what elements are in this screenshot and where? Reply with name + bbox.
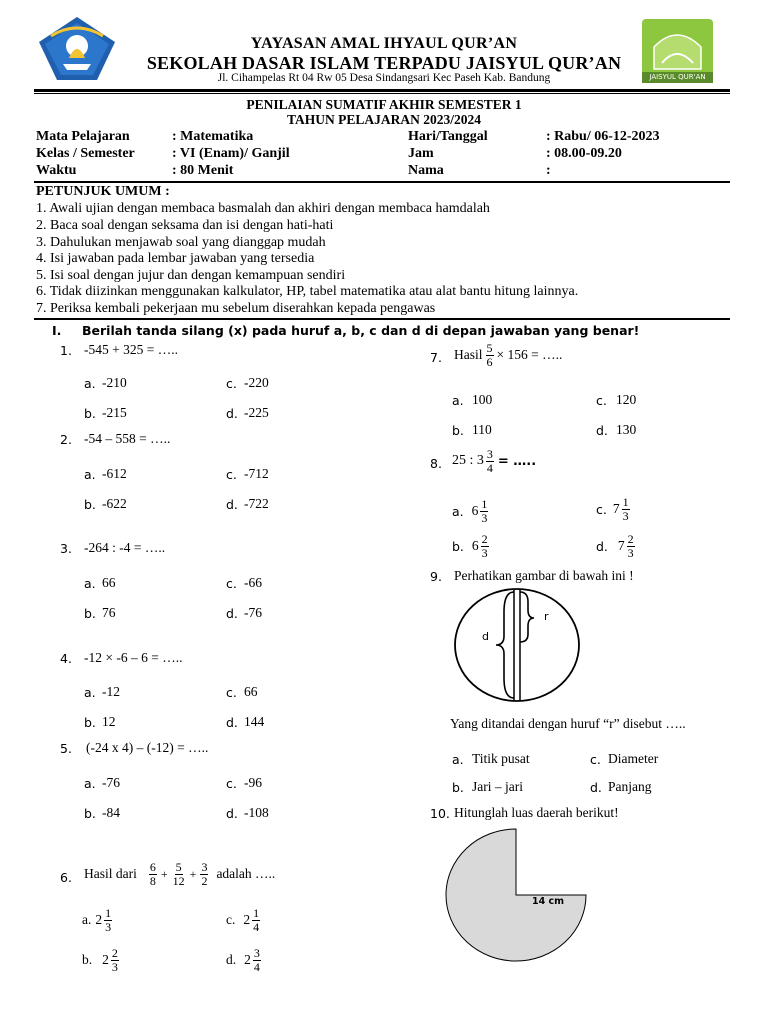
q4-text: -12 × -6 – 6 = ….. — [84, 650, 183, 665]
q6-option-c-numerator: 1 — [253, 905, 260, 920]
q6-option-b-whole: 2 — [102, 952, 109, 967]
q8-option-a[interactable] — [452, 495, 488, 527]
q1-option-b: -215 — [102, 405, 127, 420]
name-value: : — [546, 163, 551, 178]
q6-f3-denominator: 2 — [201, 873, 208, 888]
time-value: : 80 Menit — [172, 163, 234, 178]
section-instruction: Berilah tanda silang (x) pada huruf a, b, c dan d di depan jawaban yang benar! — [82, 323, 640, 338]
q6-option-d-numerator: 3 — [253, 945, 260, 960]
q5-text: (-24 x 4) – (-12) = ….. — [86, 740, 209, 755]
instructions-divider — [34, 318, 730, 320]
q7-numerator: 5 — [486, 340, 493, 355]
instruction-item: 1. Awali ujian dengan membaca basmalah dan akhiri dengan membaca hamdalah — [36, 201, 490, 216]
q7-expression — [454, 338, 562, 372]
q8-fraction — [486, 448, 494, 475]
q4-option-b: 12 — [102, 714, 116, 729]
q5-option-b-letter[interactable]: b. — [84, 806, 96, 821]
q8-option-d-letter: d. — [596, 538, 608, 554]
q6-expression — [84, 858, 275, 890]
q6-option-b-denominator: 3 — [111, 959, 118, 974]
q8-suffix: = ….. — [497, 453, 537, 469]
q6-f1-numerator: 6 — [149, 859, 156, 874]
school-name: SEKOLAH DASAR ISLAM TERPADU JAISYUL QUR’AN — [146, 53, 622, 73]
q3-option-c: -66 — [244, 575, 262, 590]
q9-option-b-letter[interactable]: b. — [452, 780, 464, 795]
q7-option-b-letter[interactable]: b. — [452, 423, 464, 438]
q5-option-c-letter[interactable]: c. — [226, 776, 237, 791]
q7-option-c-letter[interactable]: c. — [596, 393, 607, 408]
q7-option-d-letter[interactable]: d. — [596, 423, 608, 438]
exam-year: TAHUN PELAJARAN 2023/2024 — [286, 112, 481, 127]
hour-value: : 08.00-09.20 — [546, 146, 622, 161]
q6-option-c[interactable] — [226, 905, 260, 935]
q8-option-d-whole: 7 — [617, 538, 625, 553]
circle-diagram — [452, 586, 582, 704]
q8-option-c-whole: 7 — [612, 501, 620, 516]
q6-f2-numerator: 5 — [175, 859, 182, 874]
q6-f3-numerator: 3 — [201, 859, 208, 874]
q6-option-d[interactable] — [226, 945, 261, 975]
section-number: I. — [52, 323, 62, 338]
q5-option-a-letter[interactable]: a. — [84, 776, 96, 791]
q4-option-c: 66 — [244, 684, 258, 699]
q3-option-a: 66 — [102, 575, 116, 590]
q9-option-a-letter[interactable]: a. — [452, 752, 464, 767]
q6-option-c-denominator: 4 — [253, 919, 260, 934]
q6-fraction-2 — [172, 861, 186, 888]
q5-option-d: -108 — [244, 805, 269, 820]
label-r: r — [544, 610, 549, 623]
q1-option-d: -225 — [244, 405, 269, 420]
info-divider — [34, 181, 730, 183]
q8-number: 8. — [430, 456, 442, 471]
q8-option-a-numerator: 1 — [481, 496, 488, 511]
q2-option-a: -612 — [102, 466, 127, 481]
q6-option-a-denominator: 3 — [105, 919, 112, 934]
q6-plus: + — [160, 866, 168, 881]
q4-option-a-letter[interactable]: a. — [84, 685, 96, 700]
q9-option-d-letter[interactable]: d. — [590, 780, 602, 795]
q9-option-a: Titik pusat — [472, 751, 530, 766]
q10-number: 10. — [430, 806, 450, 821]
q8-option-a-whole: 6 — [471, 503, 479, 518]
instruction-item: 5. Isi soal dengan jujur dan dengan kemampuan sendiri — [36, 268, 346, 283]
q6-option-b[interactable] — [82, 945, 119, 975]
header-divider-thin — [34, 93, 730, 94]
q2-option-d: -722 — [244, 496, 269, 511]
q2-option-c: -712 — [244, 466, 269, 481]
q8-option-a-denominator: 3 — [481, 510, 488, 525]
school-address: Jl. Cihampelas Rt 04 Rw 05 Desa Sindangsari Kec Paseh Kab. Bandung — [217, 72, 551, 84]
q5-number: 5. — [60, 741, 72, 756]
q6-suffix: adalah ….. — [216, 866, 276, 881]
q3-option-d-letter[interactable]: d. — [226, 606, 238, 621]
q8-option-b-numerator: 2 — [481, 531, 488, 546]
q7-suffix: × 156 = ….. — [496, 347, 563, 362]
instruction-item: 6. Tidak diizinkan menggunakan kalkulator, HP, tabel matematika atau alat bantu hitung lainnya. — [36, 284, 579, 299]
q1-option-a: -210 — [102, 375, 127, 390]
q9-option-c-letter[interactable]: c. — [590, 752, 601, 767]
q8-option-c-letter: c. — [596, 501, 607, 517]
q2-option-a-letter[interactable]: a. — [84, 467, 96, 482]
q2-text: -54 – 558 = ….. — [84, 431, 171, 446]
q6-prefix: Hasil dari — [84, 866, 137, 881]
q2-option-b-letter[interactable]: b. — [84, 497, 96, 512]
q1-option-d-letter[interactable]: d. — [226, 406, 238, 421]
class-label: Kelas / Semester — [36, 146, 135, 161]
q1-option-a-letter[interactable]: a. — [84, 376, 96, 391]
day-label: Hari/Tanggal — [408, 129, 488, 144]
q1-option-c: -220 — [244, 375, 269, 390]
q8-option-d[interactable] — [596, 530, 635, 562]
q2-option-b: -622 — [102, 496, 127, 511]
q8-option-c-denominator: 3 — [622, 508, 629, 523]
q4-number: 4. — [60, 651, 72, 666]
q6-plus: + — [189, 866, 197, 881]
q8-prefix: 25 : 3 — [452, 453, 484, 468]
q7-denominator: 6 — [486, 354, 493, 369]
q5-option-a: -76 — [102, 775, 120, 790]
q6-option-d-letter: d. — [226, 952, 237, 967]
q10-text: Hitunglah luas daerah berikut! — [454, 805, 619, 820]
q9-option-b: Jari – jari — [472, 779, 523, 794]
q4-option-a: -12 — [102, 684, 120, 699]
subject-label: Mata Pelajaran — [36, 129, 130, 144]
q8-option-c[interactable] — [596, 493, 630, 525]
q1-text: -545 + 325 = ….. — [84, 342, 178, 357]
header-divider — [34, 89, 730, 92]
label-d: d — [482, 630, 489, 643]
q6-f2-denominator: 12 — [172, 873, 185, 888]
name-label: Nama — [408, 163, 444, 178]
exam-title: PENILAIAN SUMATIF AKHIR SEMESTER 1 — [246, 97, 522, 112]
q9-question: Yang ditandai dengan huruf “r” disebut ….. — [450, 716, 686, 731]
q9-option-c: Diameter — [608, 751, 659, 766]
q8-option-a-letter: a. — [452, 503, 464, 519]
q6-option-c-whole: 2 — [243, 912, 251, 927]
q9-number: 9. — [430, 569, 442, 584]
q1-option-c-letter[interactable]: c. — [226, 376, 237, 391]
day-value: : Rabu/ 06-12-2023 — [546, 129, 660, 144]
q7-option-d: 130 — [616, 422, 637, 437]
q6-fraction-1 — [149, 861, 157, 888]
q6-fraction-3 — [200, 861, 208, 888]
q4-option-b-letter[interactable]: b. — [84, 715, 96, 730]
q5-option-d-letter[interactable]: d. — [226, 806, 238, 821]
q6-option-a[interactable] — [82, 905, 112, 935]
q8-option-b[interactable] — [452, 530, 489, 562]
three-quarter-circle-shape — [444, 826, 590, 966]
q5-option-c: -96 — [244, 775, 262, 790]
foundation-name: YAYASAN AMAL IHYAUL QUR’AN — [250, 35, 518, 52]
q6-option-b-letter: b. — [82, 952, 93, 967]
q9-text: Perhatikan gambar di bawah ini ! — [454, 568, 634, 583]
q7-number: 7. — [430, 350, 442, 365]
instruction-item: 7. Periksa kembali pekerjaan mu sebelum diserahkan kepada pengawas — [36, 301, 436, 316]
q6-f1-denominator: 8 — [149, 873, 156, 888]
q3-text: -264 : -4 = ….. — [84, 540, 166, 555]
q4-option-d: 144 — [244, 714, 265, 729]
q4-option-d-letter[interactable]: d. — [226, 715, 238, 730]
q8-expression — [452, 444, 536, 478]
q2-number: 2. — [60, 432, 72, 447]
q3-option-d: -76 — [244, 605, 262, 620]
right-logo-text: JAISYUL QUR'AN — [649, 73, 706, 81]
q6-option-a-numerator: 1 — [105, 905, 112, 920]
q7-option-a-letter[interactable]: a. — [452, 393, 464, 408]
q9-option-d: Panjang — [608, 779, 652, 794]
q8-option-b-denominator: 3 — [481, 545, 488, 560]
q6-option-c-letter: c. — [226, 912, 236, 927]
q6-option-b-numerator: 2 — [111, 945, 118, 960]
instruction-item: 2. Baca soal dengan seksama dan isi dengan hati-hati — [36, 218, 334, 233]
q8-numerator: 3 — [486, 446, 493, 461]
q1-option-b-letter[interactable]: b. — [84, 406, 96, 421]
class-value: : VI (Enam)/ Ganjil — [172, 146, 290, 161]
q7-prefix: Hasil — [454, 347, 483, 362]
q8-denominator: 4 — [486, 460, 493, 475]
q3-option-a-letter[interactable]: a. — [84, 576, 96, 591]
q3-option-b-letter[interactable]: b. — [84, 606, 96, 621]
q8-option-b-whole: 6 — [471, 538, 479, 553]
time-label: Waktu — [36, 163, 77, 178]
q2-option-d-letter[interactable]: d. — [226, 497, 238, 512]
q8-option-b-letter: b. — [452, 538, 464, 554]
q6-option-a-whole: 2 — [95, 912, 103, 927]
subject-value: : Matematika — [172, 129, 254, 144]
q7-option-c: 120 — [616, 392, 637, 407]
instructions-heading: PETUNJUK UMUM : — [36, 184, 170, 199]
q4-option-c-letter[interactable]: c. — [226, 685, 237, 700]
q6-option-a-letter: a. — [82, 912, 92, 927]
q3-option-c-letter[interactable]: c. — [226, 576, 237, 591]
q7-option-b: 110 — [472, 422, 492, 437]
q6-option-d-denominator: 4 — [253, 959, 260, 974]
q8-option-d-denominator: 3 — [627, 545, 634, 560]
q5-option-b: -84 — [102, 805, 120, 820]
q2-option-c-letter[interactable]: c. — [226, 467, 237, 482]
instruction-item: 3. Dahulukan menjawab soal yang dianggap mudah — [36, 235, 326, 250]
hour-label: Jam — [408, 146, 434, 161]
q3-option-b: 76 — [102, 605, 116, 620]
q6-option-d-whole: 2 — [244, 952, 251, 967]
q8-option-d-numerator: 2 — [627, 531, 634, 546]
radius-label: 14 cm — [532, 896, 565, 907]
instruction-item: 4. Isi jawaban pada lembar jawaban yang tersedia — [36, 251, 315, 266]
q8-option-c-numerator: 1 — [622, 494, 629, 509]
q7-fraction — [486, 342, 494, 369]
q3-number: 3. — [60, 541, 72, 556]
q6-number: 6. — [60, 870, 72, 885]
q1-number: 1. — [60, 343, 72, 358]
q7-option-a: 100 — [472, 392, 493, 407]
